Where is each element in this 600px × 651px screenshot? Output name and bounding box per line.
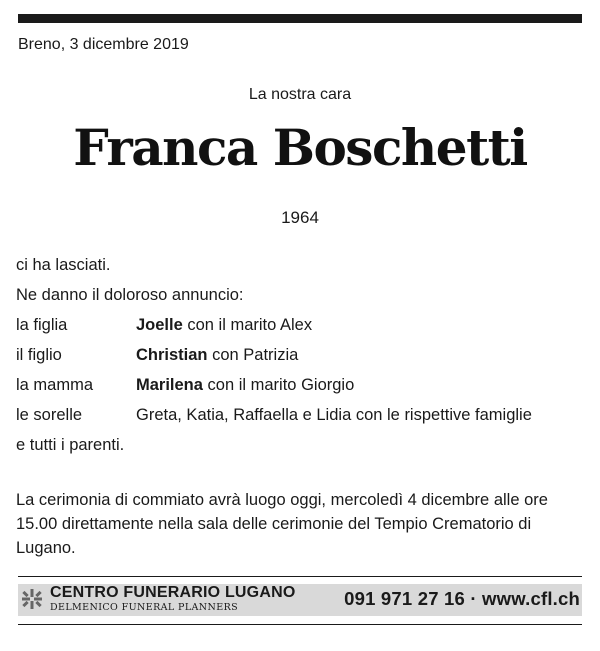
others-line: e tutti i parenti. bbox=[16, 436, 125, 454]
relative-detail bbox=[136, 406, 532, 425]
birth-year: 1964 bbox=[281, 208, 319, 227]
relative-name: Marilena bbox=[136, 376, 203, 394]
relative-role: la figlia bbox=[16, 316, 68, 334]
contact-info: 091 971 27 16 · www.cfl.ch bbox=[344, 588, 580, 609]
top-rule bbox=[18, 14, 582, 23]
place-date: Breno, 3 dicembre 2019 bbox=[18, 36, 189, 53]
relative-name: Christian bbox=[136, 346, 208, 364]
intro-text: La nostra cara bbox=[248, 86, 352, 103]
relative-detail bbox=[136, 346, 298, 365]
footer-rule-bottom bbox=[18, 624, 582, 625]
relative-note: con Patrizia bbox=[207, 346, 299, 364]
passed-line: ci ha lasciati. bbox=[16, 256, 111, 274]
cross-flower-icon bbox=[20, 587, 44, 611]
company-name: CENTRO FUNERARIO LUGANO bbox=[50, 584, 296, 601]
relative-note: con il marito Giorgio bbox=[202, 376, 355, 394]
footer-rule-top bbox=[18, 576, 582, 577]
company-subtitle: DELMENICO FUNERAL PLANNERS bbox=[50, 602, 239, 613]
relative-name: Joelle bbox=[136, 316, 183, 334]
relative-role: il figlio bbox=[16, 346, 62, 364]
ceremony-text: La cerimonia di commiato avrà luogo oggi, mercoledì 4 dicembre alle ore 15.00 direttamente nella sala delle cerimonie del Tempio Crematorio di Lugano. bbox=[16, 491, 548, 557]
relative-role: la mamma bbox=[16, 376, 94, 394]
relative-detail bbox=[136, 316, 312, 335]
deceased-name: Franca Boschetti bbox=[73, 118, 527, 177]
relative-detail bbox=[136, 376, 354, 395]
relative-role: le sorelle bbox=[16, 406, 83, 424]
relative-note: Greta, Katia, Raffaella e Lidia con le rispettive famiglie bbox=[136, 406, 532, 424]
announce-line: Ne danno il doloroso annuncio: bbox=[16, 286, 244, 304]
relative-note: con il marito Alex bbox=[182, 316, 313, 334]
